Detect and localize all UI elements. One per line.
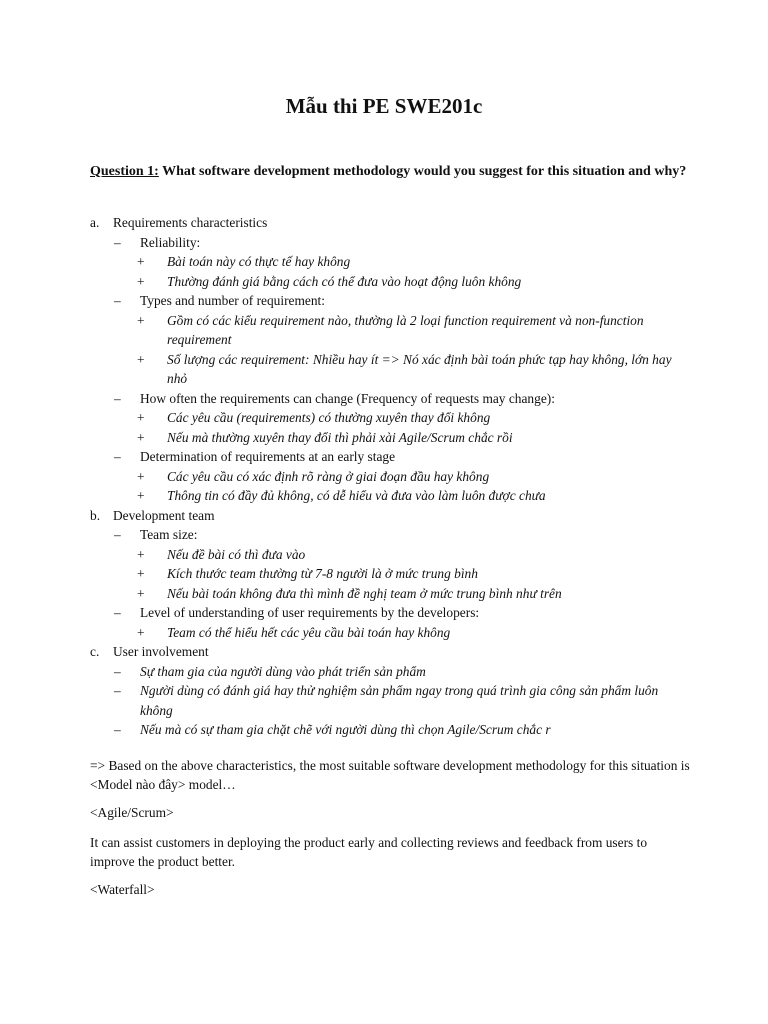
outline-marker: a.	[90, 215, 100, 230]
outline-item	[0, 350, 768, 389]
outline-item	[0, 252, 768, 272]
outline-marker: –	[114, 234, 121, 250]
outline-item	[0, 564, 768, 584]
question-label: Question 1:	[90, 164, 159, 179]
outline-marker: +	[137, 488, 145, 503]
page-title: Mẫu thi PE SWE201c	[285, 94, 483, 118]
conclusion-paragraph: => Based on the above characteristics, the most suitable software development methodology for this situation is <Model nào đây> model…	[90, 758, 690, 792]
outline-text: Sự tham gia của người dùng vào phát triển sản phẩm	[140, 663, 426, 679]
outline-marker: +	[137, 254, 145, 269]
question-1	[90, 162, 690, 182]
outline-text: Thông tin có đầy đủ không, có dễ hiểu và đưa vào làm luôn được chưa	[167, 488, 546, 503]
agile-heading: <Agile/Scrum>	[90, 805, 174, 820]
outline-text: Nếu đề bài có thì đưa vào	[167, 546, 306, 562]
outline-item	[0, 720, 768, 740]
outline-marker: +	[137, 429, 145, 445]
outline-text: Nếu mà thường xuyên thay đổi thì phải xài Agile/Scrum chắc rồi	[167, 429, 513, 445]
outline-item	[0, 428, 768, 448]
outline-text: Team size:	[140, 527, 198, 542]
outline-marker: –	[114, 683, 121, 698]
outline-item	[0, 584, 768, 604]
outline-item	[0, 447, 768, 467]
outline-marker: +	[137, 410, 145, 425]
outline-marker: –	[114, 527, 121, 542]
outline-item	[0, 291, 768, 311]
outline-marker: +	[137, 585, 145, 601]
outline-text: Thường đánh giá bằng cách có thể đưa vào hoạt động luôn không	[167, 273, 522, 289]
outline-text: Level of understanding of user requirements by the developers:	[140, 605, 480, 620]
outline-item	[0, 272, 768, 292]
outline-marker: +	[137, 468, 145, 484]
outline-marker: +	[137, 351, 145, 367]
outline-item	[0, 506, 768, 526]
outline-marker: +	[137, 312, 145, 328]
waterfall-heading: <Waterfall>	[90, 882, 155, 897]
outline-text: Reliability:	[140, 234, 201, 250]
outline-text: How often the requirements can change (Frequency of requests may change):	[140, 390, 555, 406]
outline-item	[0, 545, 768, 565]
outline-text: Nếu bài toán không đưa thì mình đề nghị team ở mức trung bình như trên	[167, 585, 562, 601]
outline-marker: c.	[90, 644, 100, 659]
outline-text: Số lượng các requirement: Nhiều hay ít => Nó xác định bài toán phức tạp hay không, lớn hay nhỏ	[167, 351, 672, 386]
outline-item	[0, 389, 768, 409]
outline-marker: –	[114, 663, 121, 679]
outline-text: Determination of requirements at an early stage	[140, 449, 396, 464]
outline-text: Người dùng có đánh giá hay thử nghiệm sản phẩm ngay trong quá trình gia công sản phẩm luôn không	[140, 683, 659, 718]
outline-item	[0, 603, 768, 623]
outline-marker: –	[114, 605, 121, 620]
outline-marker: +	[137, 566, 145, 581]
outline-marker: +	[137, 273, 145, 289]
agile-paragraph: It can assist customers in deploying the product early and collecting reviews and feedback from users to improve the product better.	[90, 835, 648, 869]
outline-text: Bài toán này có thực tế hay không	[167, 254, 351, 269]
outline-text: Development team	[113, 507, 215, 523]
outline-marker: –	[114, 722, 121, 737]
outline-item	[0, 681, 768, 720]
outline-text: User involvement	[113, 644, 209, 659]
outline-marker: b.	[90, 507, 101, 523]
outline-text: Types and number of requirement:	[140, 293, 325, 308]
outline-text: Nếu mà có sự tham gia chặt chẽ với người dùng thì chọn Agile/Scrum chắc r	[140, 722, 551, 737]
outline-item	[0, 213, 768, 233]
outline-text: Team có thể hiểu hết các yêu cầu bài toán hay không	[167, 624, 451, 640]
outline-marker: –	[114, 390, 121, 406]
outline-marker: +	[137, 624, 145, 640]
question-text: What software development methodology would you suggest for this situation and why?	[158, 164, 687, 179]
outline-item	[0, 662, 768, 682]
outline-item	[0, 408, 768, 428]
outline-text: Gồm có các kiểu requirement nào, thường là 2 loại function requirement và non-function requirement	[167, 312, 644, 347]
outline-item	[0, 642, 768, 662]
outline-text: Các yêu cầu có xác định rõ ràng ở giai đoạn đầu hay không	[167, 468, 490, 484]
outline-text: Kích thước team thường từ 7-8 người là ở mức trung bình	[167, 566, 478, 581]
outline-text: Các yêu cầu (requirements) có thường xuyên thay đổi không	[167, 410, 491, 425]
outline-item	[0, 467, 768, 487]
outline-item	[0, 311, 768, 350]
outline-marker: –	[114, 293, 121, 308]
outline-text: Requirements characteristics	[113, 215, 268, 230]
outline-item	[0, 233, 768, 253]
outline-marker: +	[137, 546, 145, 562]
outline-item	[0, 623, 768, 643]
outline-marker: –	[114, 449, 121, 464]
outline-item	[0, 525, 768, 545]
requirements-outline	[0, 213, 768, 740]
outline-item	[0, 486, 768, 506]
